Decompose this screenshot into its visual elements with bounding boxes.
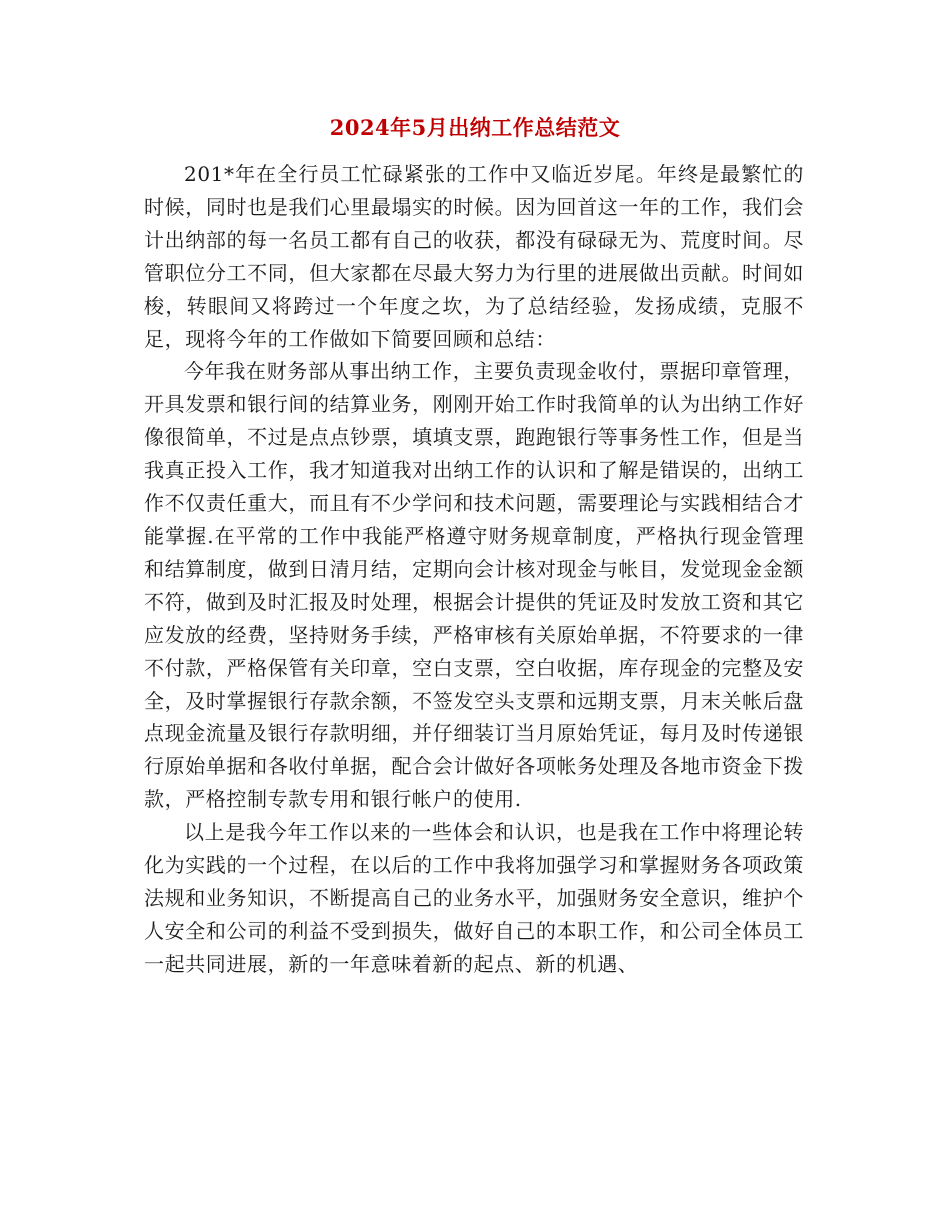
- paragraph-intro: 201*年在全行员工忙碌紧张的工作中又临近岁尾。年终是最繁忙的时候，同时也是我们心里最塌实的时候。因为回首这一年的工作，我们会计出纳部的每一名员工都有自己的收获，都没有碌碌无为、荒度时间。尽管职位分工不同，但大家都在尽最大努力为行里的进展做出贡献。时间如梭，转眼间又将跨过一个年度之坎，为了总结经验，发扬成绩，克服不足，现将今年的工作做如下简要回顾和总结：: [144, 162, 804, 351]
- paragraph-summary: 以上是我今年工作以来的一些体会和认识，也是我在工作中将理论转化为实践的一个过程，在以后的工作中我将加强学习和掌握财务各项政策法规和业务知识，不断提高自己的业务水平，加强财务安全意识，维护个人安全和公司的利益不受到损失，做好自己的本职工作，和公司全体员工一起共同进展，新的一年意味着新的起点、新的机遇、: [144, 820, 804, 976]
- document-title: 2024年5月出纳工作总结范文: [329, 115, 621, 140]
- paragraph-duties: 今年我在财务部从事出纳工作，主要负责现金收付，票据印章管理，开具发票和银行间的结算业务，刚刚开始工作时我简单的认为出纳工作好像很简单，不过是点点钞票，填填支票，跑跑银行等事务性工作，但是当我真正投入工作，我才知道我对出纳工作的认识和了解是错误的，出纳工作不仅责任重大，而且有不少学问和技术问题，需要理论与实践相结合才能掌握.在平常的工作中我能严格遵守财务规章制度，严格执行现金管理和结算制度，做到日清月结，定期向会计核对现金与帐目，发觉现金金额不符，做到及时汇报及时处理，根据会计提供的凭证及时发放工资和其它应发放的经费，坚持财务手续，严格审核有关原始单据，不符要求的一律不付款，严格保管有关印章，空白支票，空白收据，库存现金的完整及安全，及时掌握银行存款余额，不签发空头支票和远期支票，月末关帐后盘点现金流量及银行存款明细，并仔细装订当月原始凭证，每月及时传递银行原始单据和各收付单据，配合会计做好各项帐务处理及各地市资金下拨款，严格控制专款专用和银行帐户的使用.: [144, 359, 804, 812]
- document-body: [144, 158, 804, 981]
